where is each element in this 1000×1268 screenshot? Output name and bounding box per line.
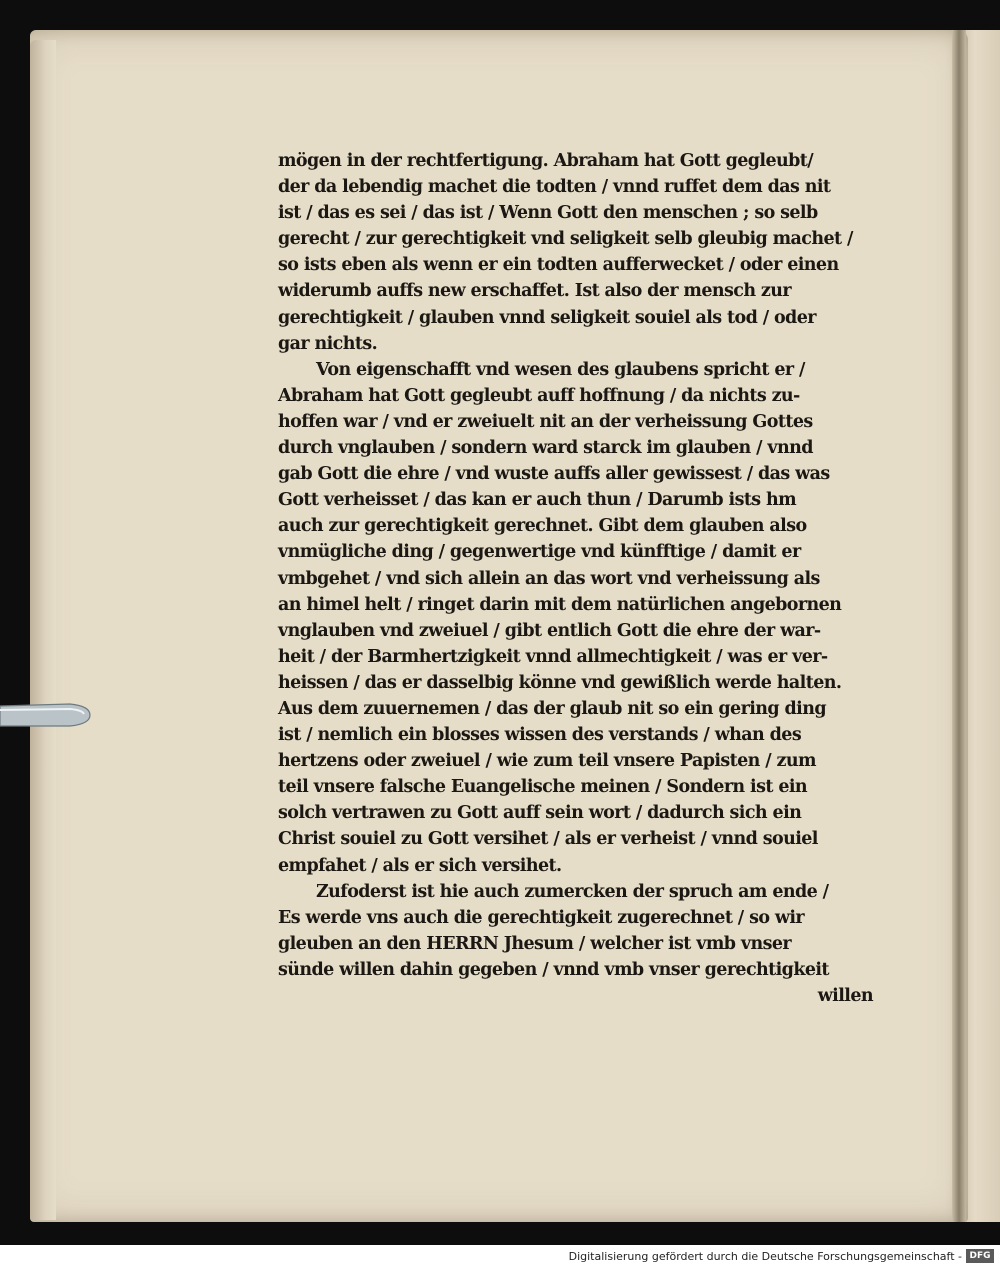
- catchword: willen: [817, 986, 873, 1006]
- text-line: heit / der Barmhertzigkeit vnnd allmechtigkeit / was er ver-: [278, 646, 828, 667]
- text-line: vmbgehet / vnd sich allein an das wort vnd verheissung als: [278, 568, 820, 589]
- text-line: solch vertrawen zu Gott auff sein wort / dadurch sich ein: [278, 803, 802, 824]
- text-line: Von eigenschafft vnd wesen des glaubens spricht er /: [316, 359, 805, 380]
- text-line: gar nichts.: [278, 333, 378, 354]
- text-line: Es werde vns auch die gerechtigkeit zugerechnet / so wir: [278, 907, 805, 928]
- page-holder-pointer: [0, 700, 92, 730]
- text-line: widerumb auffs new erschaffet. Ist also der mensch zur: [278, 281, 792, 302]
- text-line: Abraham hat Gott gegleubt auff hoffnung / da nichts zu-: [278, 385, 800, 406]
- page-text-block: [278, 148, 873, 1009]
- text-line: heissen / das er dasselbig könne vnd gewißlich werde halten.: [278, 672, 842, 693]
- text-line: Gott verheisset / das kan er auch thun / Darumb ists hm: [278, 490, 797, 511]
- text-line: so ists eben als wenn er ein todten aufferwecket / oder einen: [278, 255, 839, 276]
- text-line: gab Gott die ehre / vnd wuste auffs aller gewissest / das was: [278, 464, 830, 485]
- text-line: vnmügliche ding / gegenwertige vnd künfftige / damit er: [278, 542, 801, 563]
- text-line: ist / das es sei / das ist / Wenn Gott den menschen ; so selb: [278, 203, 818, 224]
- text-line: hoffen war / vnd er zweiuelt nit an der verheissung Gottes: [278, 411, 813, 432]
- text-line: sünde willen dahin gegeben / vnnd vmb vnser gerechtigkeit: [278, 959, 829, 980]
- dfg-logo: DFG: [966, 1249, 994, 1263]
- text-line: mögen in der rechtfertigung. Abraham hat Gott gegleubt/: [278, 151, 814, 171]
- text-line: gerechtigkeit / glauben vnnd seligkeit souiel als tod / oder: [278, 307, 816, 328]
- text-line: gleuben an den HERRN Jhesum / welcher ist vmb vnser: [278, 933, 791, 954]
- text-line: Christ souiel zu Gott versihet / als er verheist / vnnd souiel: [278, 829, 818, 850]
- text-line: der da lebendig machet die todten / vnnd ruffet dem das nit: [278, 177, 831, 198]
- text-line: Aus dem zuuernemen / das der glaub nit so ein gering ding: [278, 698, 826, 719]
- text-line: an himel helt / ringet darin mit dem natürlichen angebornen: [278, 594, 842, 615]
- text-line: vnglauben vnd zweiuel / gibt entlich Gott die ehre der war-: [278, 620, 821, 641]
- text-line: hertzens oder zweiuel / wie zum teil vnsere Papisten / zum: [278, 751, 816, 772]
- page-fore-edge: [30, 40, 56, 1220]
- text-line: durch vnglauben / sondern ward starck im glauben / vnnd: [278, 438, 813, 459]
- text-line: ist / nemlich ein blosses wissen des verstands / whan des: [278, 725, 802, 746]
- book-gutter: [952, 30, 966, 1222]
- text-line: gerecht / zur gerechtigkeit vnd seligkeit selb gleubig machet /: [278, 229, 853, 250]
- text-line: Zufoderst ist hie auch zumercken der spruch am ende /: [316, 881, 829, 902]
- digitization-footer: [0, 1245, 1000, 1268]
- text-line: empfahet / als er sich versihet.: [278, 855, 562, 876]
- funding-credit: Digitalisierung gefördert durch die Deutsche Forschungsgemeinschaft -: [568, 1250, 962, 1263]
- text-line: auch zur gerechtigkeit gerechnet. Gibt dem glauben also: [278, 516, 807, 537]
- text-line: teil vnsere falsche Euangelische meinen / Sondern ist ein: [278, 777, 808, 798]
